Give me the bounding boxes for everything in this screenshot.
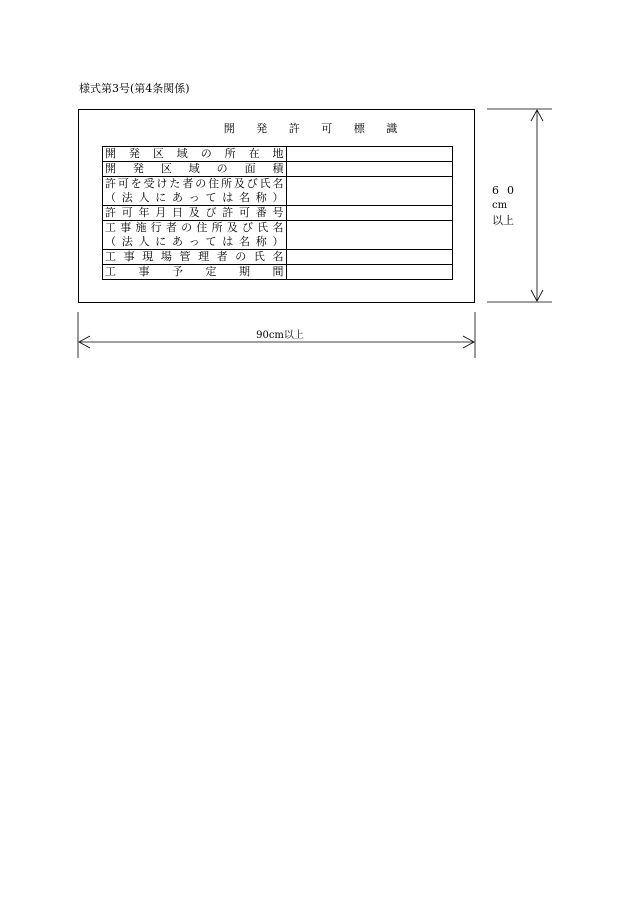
row-label-line: 許可年月日及び許可番号 [105,206,284,219]
width-label: 90cm以上 [256,330,304,341]
height-label [492,183,532,228]
sign-title: 開 発 許 可 標 識 [223,122,407,135]
row-label-line: 許可を受けた者の住所及び氏名 [105,177,284,190]
row-label-line: 開 発 区 域 の 所 在 地 [105,147,284,160]
row-label-line: 工事現場管理者の氏名 [105,250,284,263]
row-label-line: 開 発 区 域 の 面 積 [105,162,284,175]
row-label-line: （法人にあっては名称） [105,191,284,204]
height-qualifier: 以上 [492,214,514,227]
row-label-line: 工 事 予 定 期 間 [105,265,284,278]
row-label-line: （法人にあっては名称） [105,235,284,248]
row-label-line: 工事施行者の住所及び氏名 [105,221,284,234]
height-unit: cm [492,200,508,211]
form-number: 様式第3号(第4条関係) [79,82,190,95]
height-value: 60 [492,184,522,197]
